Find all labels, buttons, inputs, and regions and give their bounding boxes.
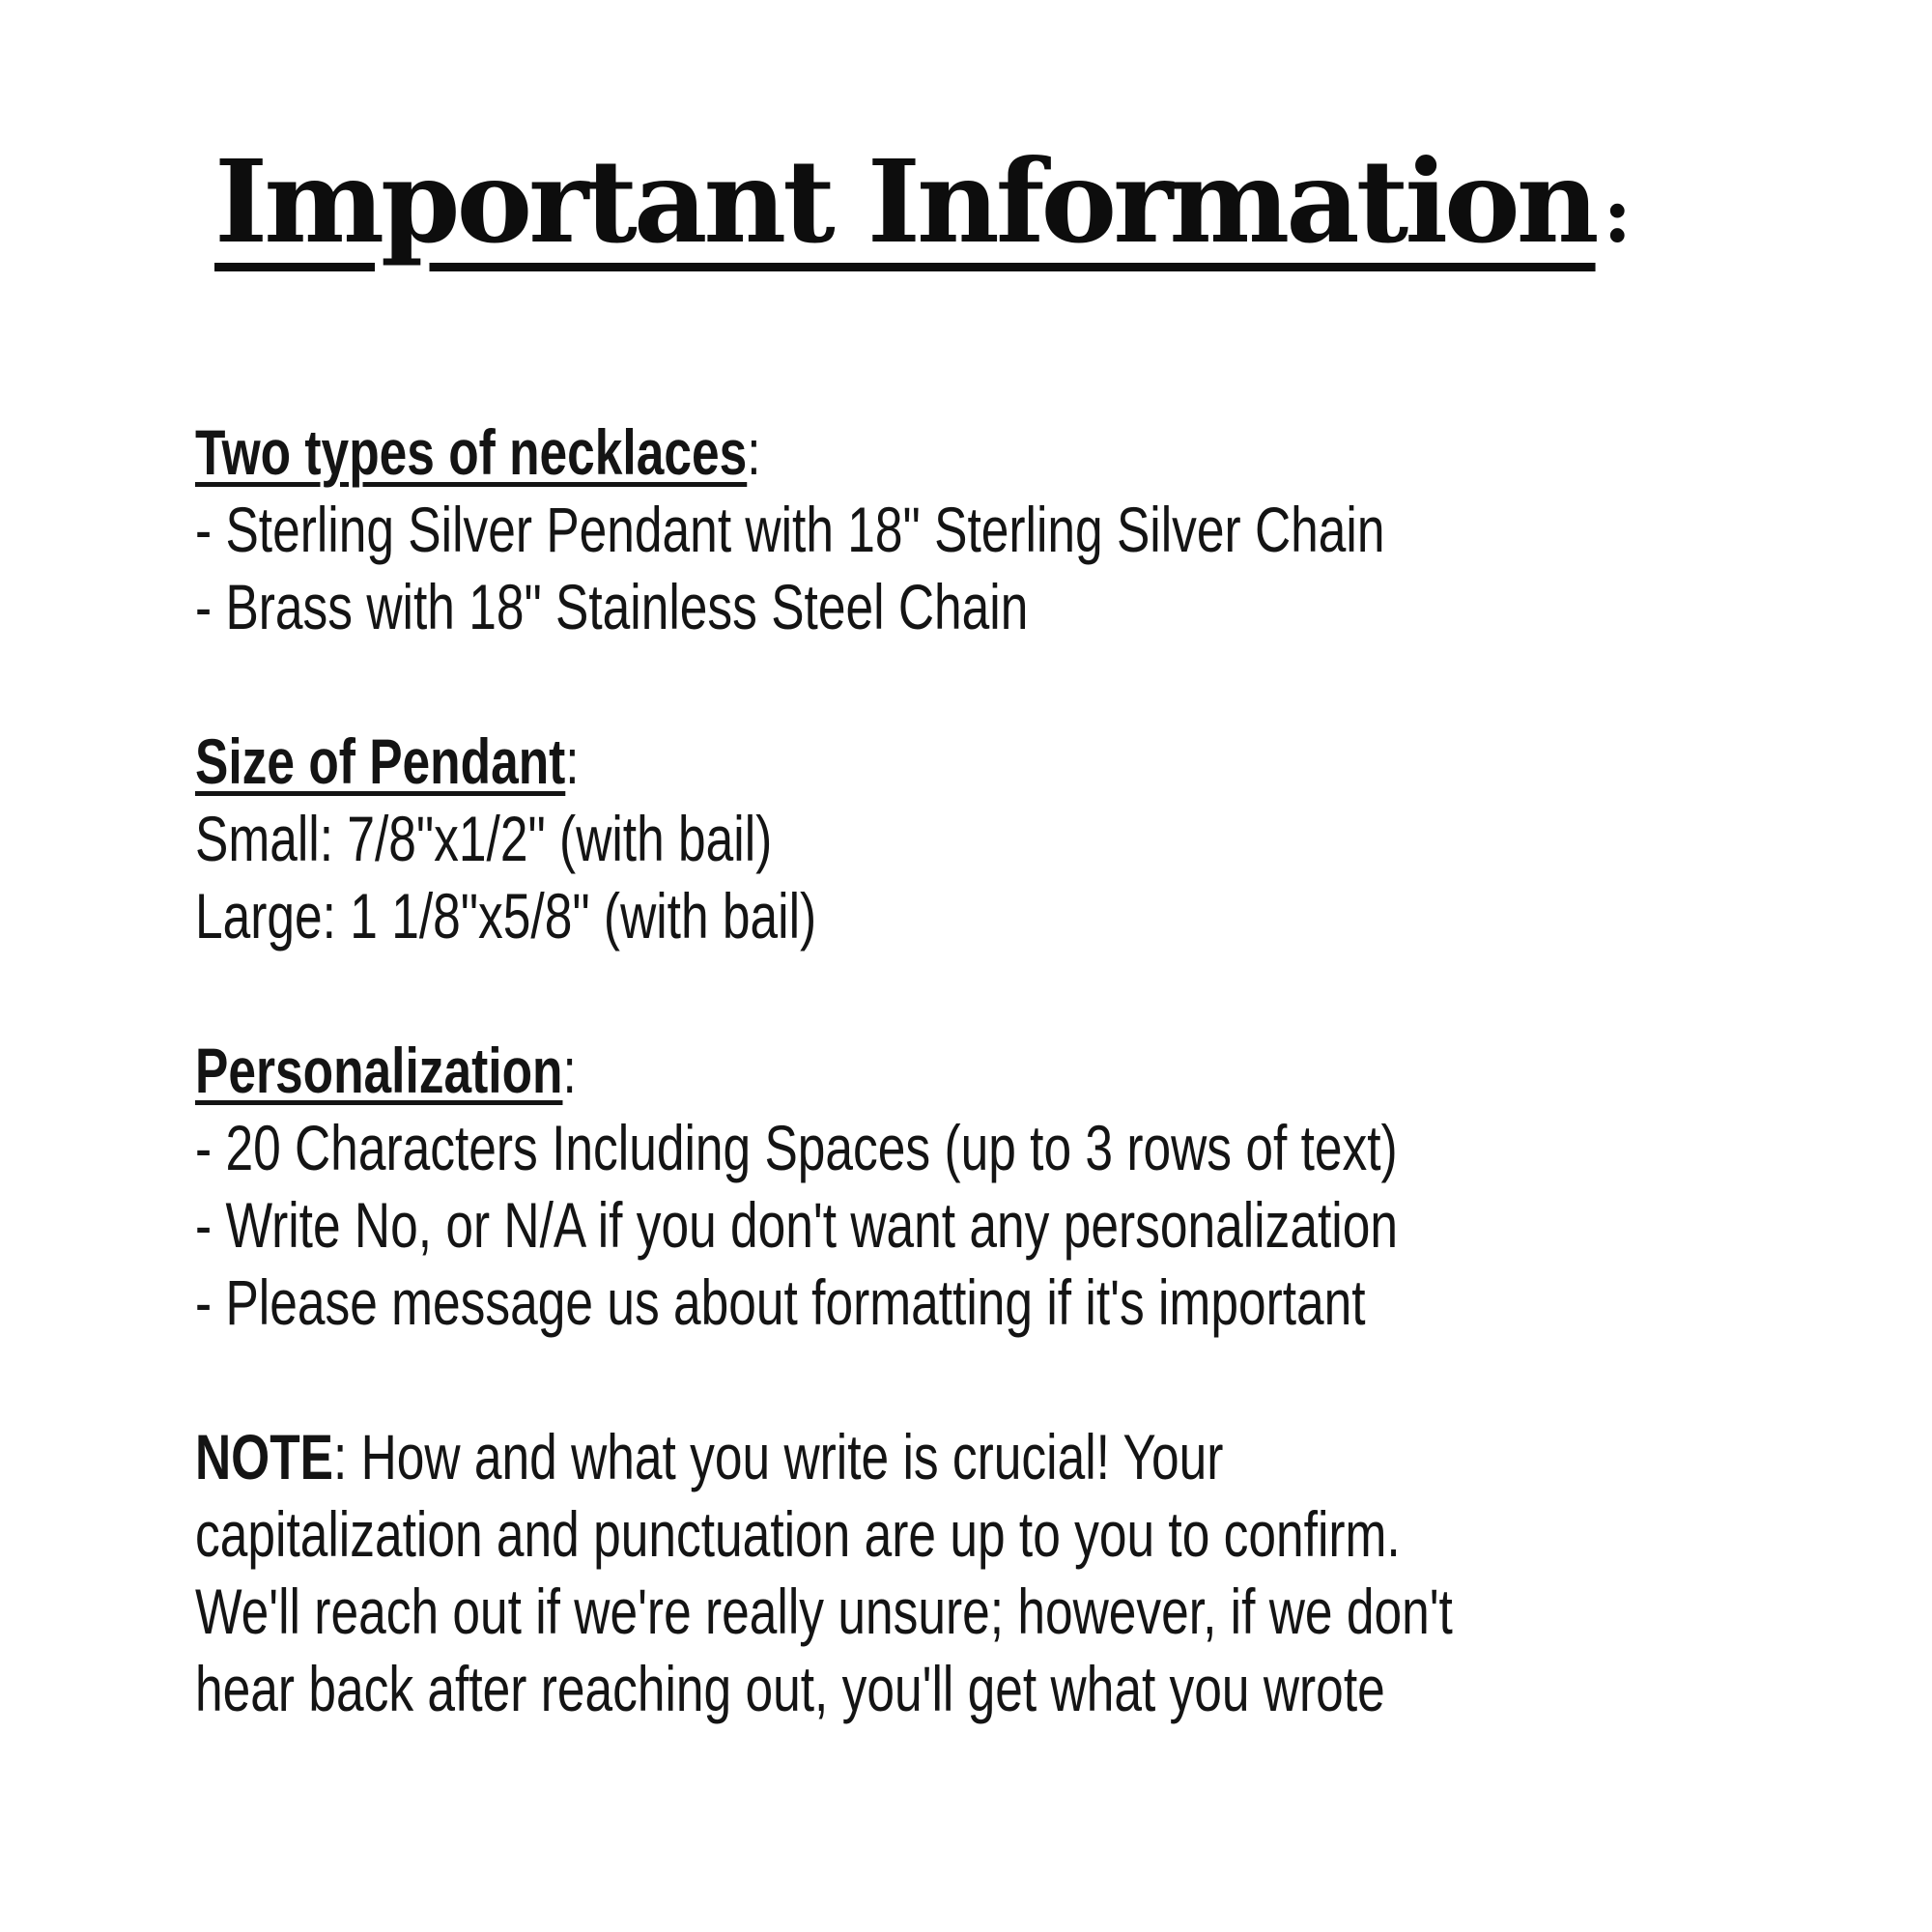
section-heading: Size of Pendant	[195, 725, 566, 797]
note-label: NOTE	[195, 1421, 334, 1492]
title-block	[214, 134, 1633, 269]
heading-colon: :	[747, 416, 761, 488]
page-title: Important Information	[214, 134, 1596, 269]
section-heading: Two types of necklaces	[195, 416, 748, 488]
section-heading-line	[195, 723, 1461, 800]
title-colon: :	[1603, 169, 1633, 260]
heading-colon: :	[562, 1035, 577, 1106]
note-first-line	[195, 1418, 1461, 1495]
list-item: - Write No, or N/A if you don't want any personalization	[195, 1189, 1399, 1261]
list-item: - 20 Characters Including Spaces (up to 3 rows of text)	[195, 1112, 1398, 1183]
note-line: capitalization and punctuation are up to you to confirm.	[195, 1498, 1401, 1570]
section-heading-line	[195, 1032, 1461, 1109]
size-large: Large: 1 1/8"x5/8" (with bail)	[195, 880, 817, 952]
note-line: hear back after reaching out, you'll get what you wrote	[195, 1653, 1385, 1724]
section-pendant-size	[195, 723, 1818, 954]
size-small: Small: 7/8"x1/2" (with bail)	[195, 803, 773, 874]
section-heading: Personalization	[195, 1035, 563, 1106]
note-text: : How and what you write is crucial! Your	[333, 1421, 1224, 1492]
list-item: - Please message us about formatting if it's important	[195, 1266, 1366, 1338]
section-personalization	[195, 1032, 1818, 1341]
section-note	[195, 1418, 1818, 1727]
list-item: - Sterling Silver Pendant with 18" Sterling Silver Chain	[195, 494, 1385, 565]
note-line: We'll reach out if we're really unsure; however, if we don't	[195, 1576, 1453, 1647]
list-item: - Brass with 18" Stainless Steel Chain	[195, 571, 1029, 642]
section-necklace-types	[195, 413, 1818, 645]
section-heading-line	[195, 413, 1461, 491]
heading-colon: :	[565, 725, 580, 797]
info-content	[195, 413, 1818, 1804]
